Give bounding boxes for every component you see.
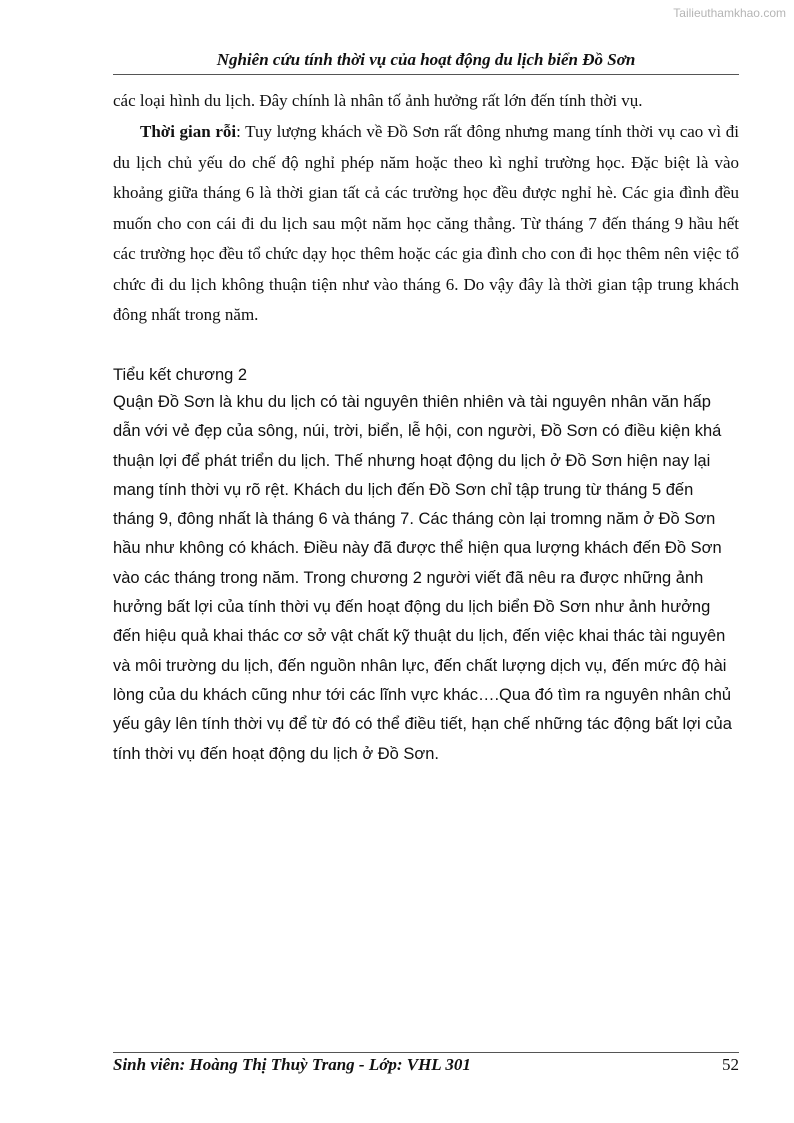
footer-author: Sinh viên: Hoàng Thị Thuỳ Trang - Lớp: VHL 301: [113, 1055, 471, 1074]
summary-paragraph: Quận Đồ Sơn là khu du lịch có tài nguyên thiên nhiên và tài nguyên nhân văn hấp dẫn với vẻ đẹp của sông, núi, trời, biển, lễ hội, con người, Đồ Sơn có điều kiện khá thuận lợi để phát triển du lịch. Thế nhưng hoạt động du lịch ở Đồ Sơn hiện nay lại mang tính thời vụ rõ rệt. Khách du lịch đến Đồ Sơn chỉ tập trung từ tháng 5 đến tháng 9, đông nhất là tháng 6 và tháng 7. Các tháng còn lại tromng năm ở Đồ Sơn hầu như không có khách. Điều này đã được thể hiện qua lượng khách đến Đồ Sơn vào các tháng trong năm. Trong chương 2 người viết đã nêu ra được những ảnh hưởng bất lợi của tính thời vụ đến hoạt động du lịch biển Đồ Sơn như ảnh hưởng đến hiệu quả khai thác cơ sở vật chất kỹ thuật du lịch, đến việc khai thác tài nguyên và môi trường du lịch, đến nguồn nhân lực, đến chất lượng dịch vụ, đến mức độ hài lòng của du khách cũng như tới các lĩnh vực khác….Qua đó tìm ra nguyên nhân chủ yếu gây lên tính thời vụ để từ đó có thể điều tiết, hạn chế những tác động bất lợi của tính thời vụ đến hoạt động du lịch ở Đồ Sơn.: [113, 393, 732, 763]
watermark: Tailieuthamkhao.com: [673, 6, 786, 20]
summary-heading: Tiểu kết chương 2: [113, 366, 248, 384]
page-number: 52: [722, 1055, 739, 1074]
header-divider: [113, 74, 739, 75]
free-time-label: Thời gian rỗi: [140, 122, 237, 141]
continued-paragraph: các loại hình du lịch. Đây chính là nhân tố ảnh hưởng rất lớn đến tính thời vụ.: [113, 91, 643, 110]
footer-divider: [113, 1052, 739, 1053]
free-time-paragraph: [113, 117, 739, 331]
page-header-title: Nghiên cứu tính thời vụ của hoạt động du lịch biển Đồ Sơn: [216, 50, 636, 69]
free-time-text: : Tuy lượng khách về Đồ Sơn rất đông nhưng mang tính thời vụ cao vì đi du lịch chủ yếu do chế độ nghỉ phép năm hoặc theo kì nghỉ trường học. Đặc biệt là vào khoảng giữa tháng 6 là thời gian tất cả các trường học đều được nghỉ hè. Các gia đình đều muốn cho con cái đi du lịch sau một năm học căng thẳng. Từ tháng 7 đến tháng 9 hầu hết các trường học đều tổ chức dạy học thêm hoặc các gia đình cho con đi học thêm nên việc tổ chức đi du lịch không thuận tiện như vào tháng 6. Do vậy đây là thời gian tập trung khách đông nhất trong năm.: [113, 122, 739, 324]
